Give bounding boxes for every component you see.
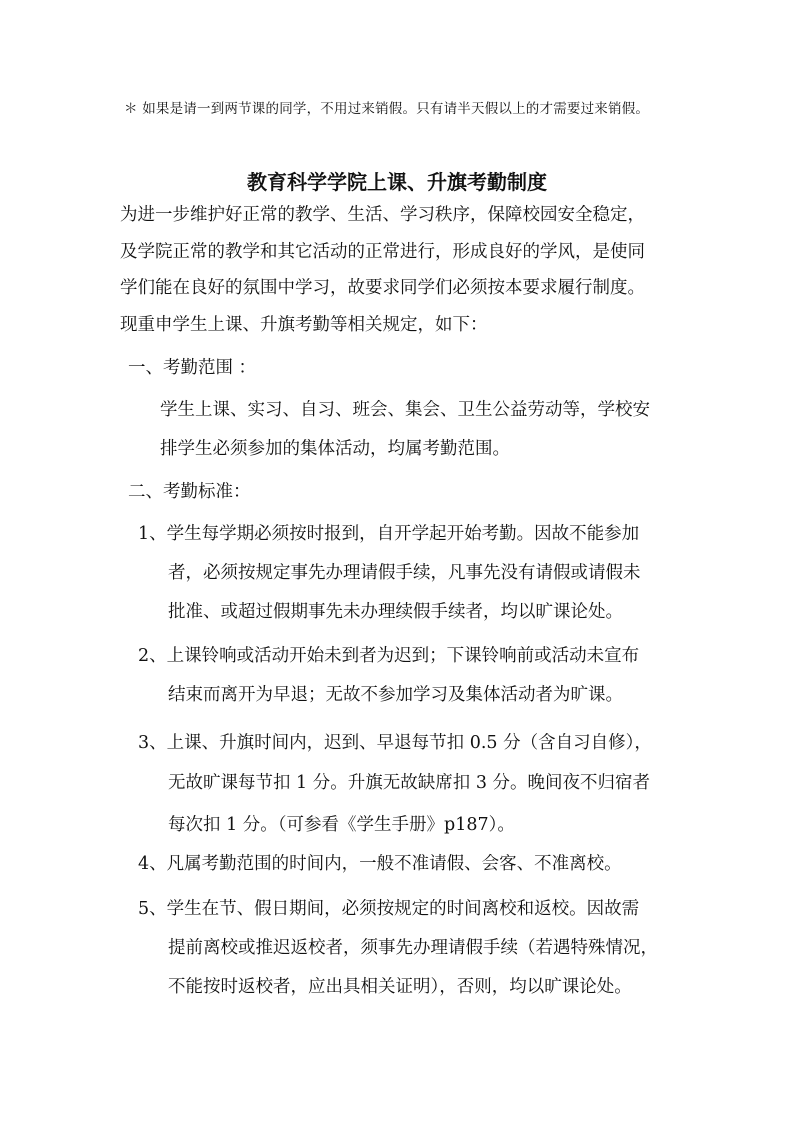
list-item-line: 4、凡属考勤范围的时间内，一般不准请假、会客、不准离校。 [138,854,622,874]
list-item-line: 1、学生每学期必须按时报到，自开学起开始考勤。因故不能参加 [138,524,640,544]
list-item-line: 无故旷课每节扣 1 分。升旗无故缺席扣 3 分。晚间夜不归宿者 [168,773,651,793]
list-item-line: 结束而离开为早退；无故不参加学习及集体活动者为旷课。 [168,685,623,705]
list-item-line: 3、上课、升旗时间内，迟到、早退每节扣 0.5 分（含自习自修）， [138,733,652,753]
section-body-line: 排学生必须参加的集体活动，均属考勤范围。 [160,439,510,459]
section-heading: 一、考勤范围 ： [128,358,257,378]
list-item-line: 每次扣 1 分。（可参看《学生手册》p187）。 [168,815,515,835]
intro-line: 现重申学生上课、升旗考勤等相关规定，如下： [120,315,488,335]
section-heading: 二、考勤标准： [128,482,251,502]
list-item-line: 者，必须按规定事先办理请假手续，凡事先没有请假或请假未 [168,563,641,583]
intro-line: 为进一步维护好正常的教学、生活、学习秩序，保障校园安全稳定， [120,205,645,225]
intro-line: 及学院正常的教学和其它活动的正常进行，形成良好的学风，是使同 [120,242,645,262]
list-item-line: 提前离校或推迟返校者，须事先办理请假手续（若遇特殊情况， [168,938,658,958]
document-title: 教育科学学院上课、升旗考勤制度 [247,170,547,194]
list-item-line: 5、学生在节、假日期间，必须按规定的时间离校和返校。因故需 [138,899,640,919]
list-item-line: 不能按时返校者，应出具相关证明），否则，均以旷课论处。 [168,977,632,997]
intro-line: 学们能在良好的氛围中学习，故要求同学们必须按本要求履行制度。 [120,278,645,298]
note-text: ＊ 如果是请一到两节课的同学，不用过来销假。只有请半天假以上的才需要过来销假。 [124,101,650,117]
section-body-line: 学生上课、实习、自习、班会、集会、卫生公益劳动等，学校安 [160,400,650,420]
list-item-line: 2、上课铃响或活动开始未到者为迟到；下课铃响前或活动未宣布 [138,646,640,666]
list-item-line: 批准、或超过假期事先未办理续假手续者，均以旷课论处。 [168,602,623,622]
